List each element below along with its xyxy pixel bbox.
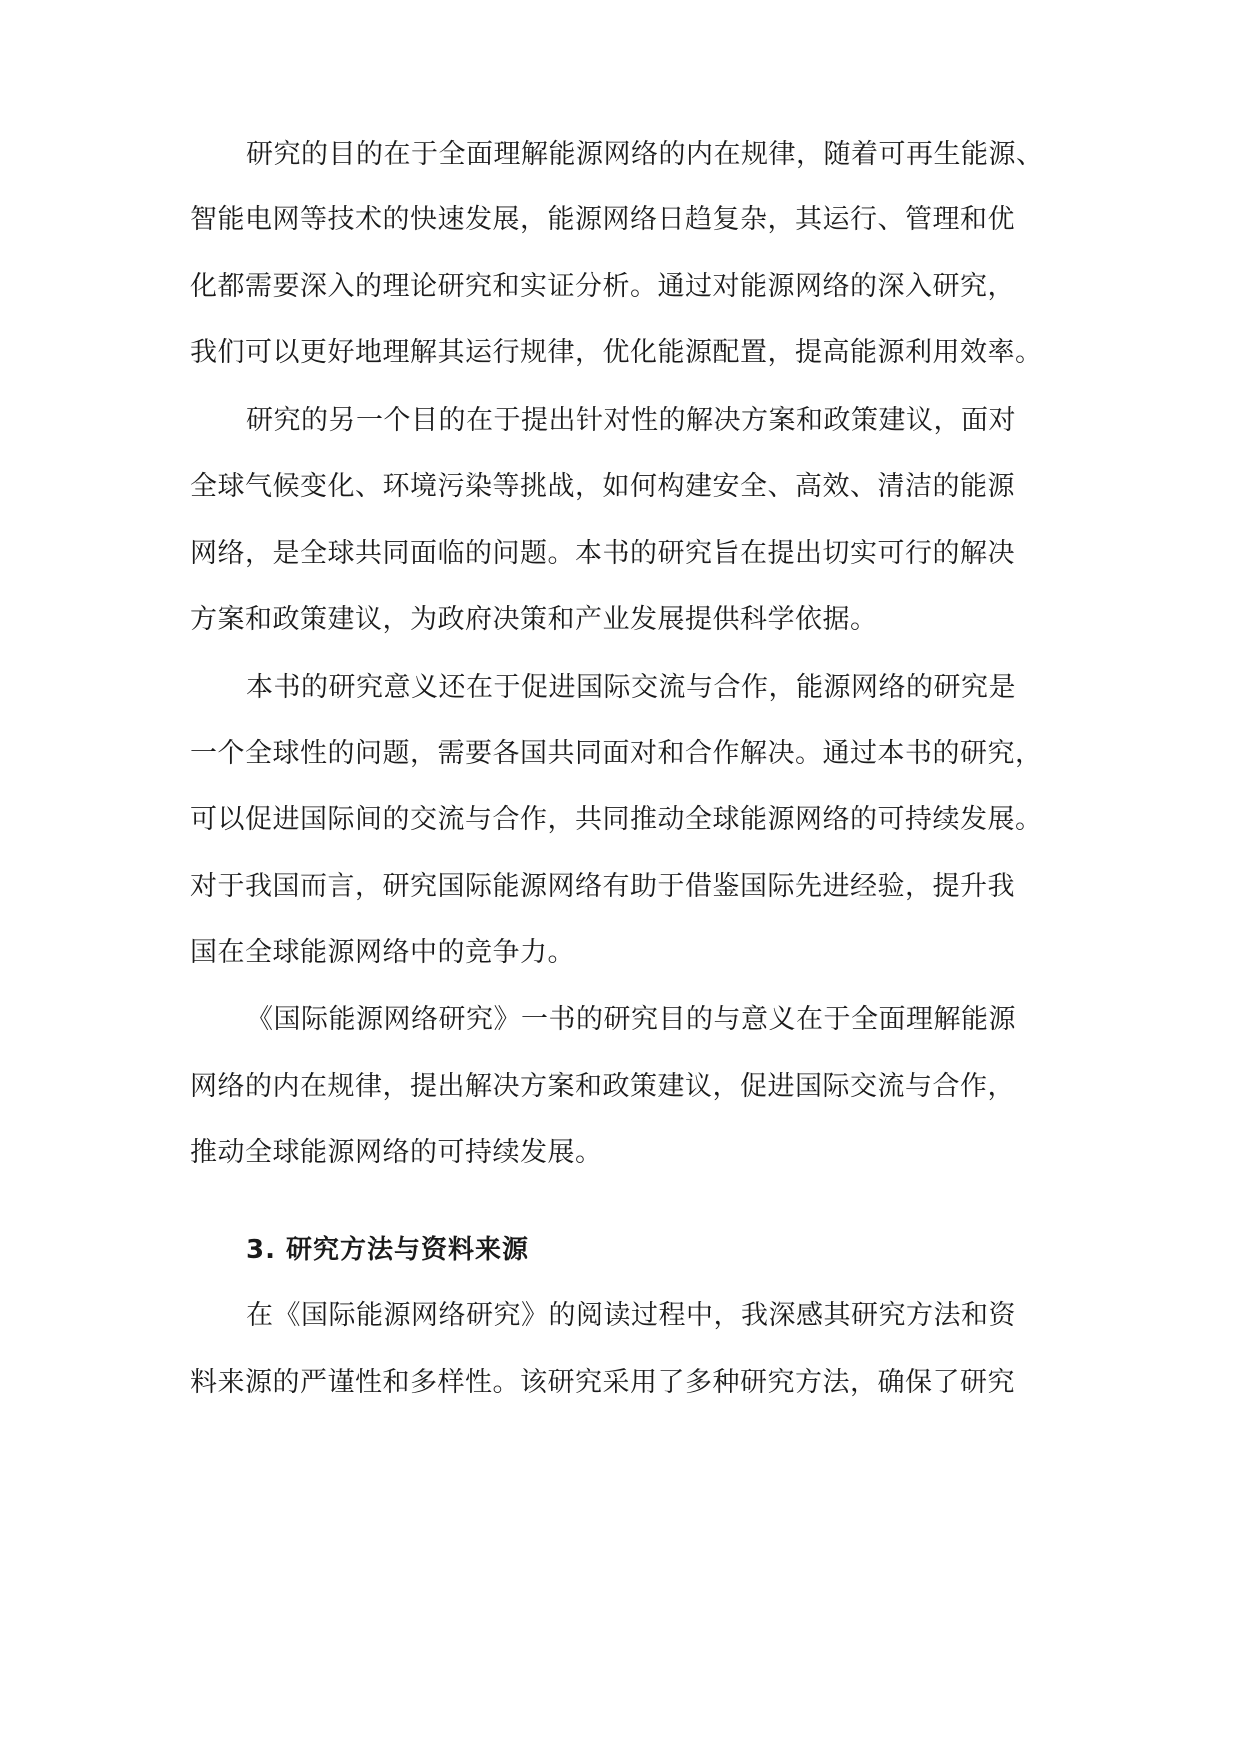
paragraph-line: 《国际能源网络研究》一书的研究目的与意义在于全面理解能源 xyxy=(246,1004,1016,1035)
paragraph-line: 网络，是全球共同面临的问题。本书的研究旨在提出切实可行的解决 xyxy=(190,538,1015,569)
paragraph-line: 方案和政策建议，为政府决策和产业发展提供科学依据。 xyxy=(190,604,878,635)
paragraph-line: 化都需要深入的理论研究和实证分析。通过对能源网络的深入研究， xyxy=(190,271,1015,302)
paragraph-line: 国在全球能源网络中的竞争力。 xyxy=(190,937,575,968)
paragraph-line: 在《国际能源网络研究》的阅读过程中，我深感其研究方法和资 xyxy=(246,1300,1016,1331)
paragraph-line: 对于我国而言，研究国际能源网络有助于借鉴国际先进经验，提升我 xyxy=(190,871,1015,902)
paragraph-line: 全球气候变化、环境污染等挑战，如何构建安全、高效、清洁的能源 xyxy=(190,471,1015,502)
paragraph-line: 料来源的严谨性和多样性。该研究采用了多种研究方法，确保了研究 xyxy=(190,1367,1015,1398)
paragraph-line: 推动全球能源网络的可持续发展。 xyxy=(190,1137,603,1168)
paragraph-line: 网络的内在规律，提出解决方案和政策建议，促进国际交流与合作， xyxy=(190,1071,1015,1102)
paragraph-line: 可以促进国际间的交流与合作，共同推动全球能源网络的可持续发展。 xyxy=(190,804,1043,835)
paragraph-line: 研究的另一个目的在于提出针对性的解决方案和政策建议，面对 xyxy=(246,405,1016,436)
paragraph-line: 本书的研究意义还在于促进国际交流与合作，能源网络的研究是 xyxy=(246,672,1016,703)
paragraph-line: 智能电网等技术的快速发展，能源网络日趋复杂，其运行、管理和优 xyxy=(190,204,1015,235)
paragraph-line: 一个全球性的问题，需要各国共同面对和合作解决。通过本书的研究， xyxy=(190,738,1043,769)
section-heading: 3. 研究方法与资料来源 xyxy=(246,1235,530,1265)
paragraph-line: 研究的目的在于全面理解能源网络的内在规律，随着可再生能源、 xyxy=(246,139,1044,170)
paragraph-line: 我们可以更好地理解其运行规律，优化能源配置，提高能源利用效率。 xyxy=(190,337,1043,368)
